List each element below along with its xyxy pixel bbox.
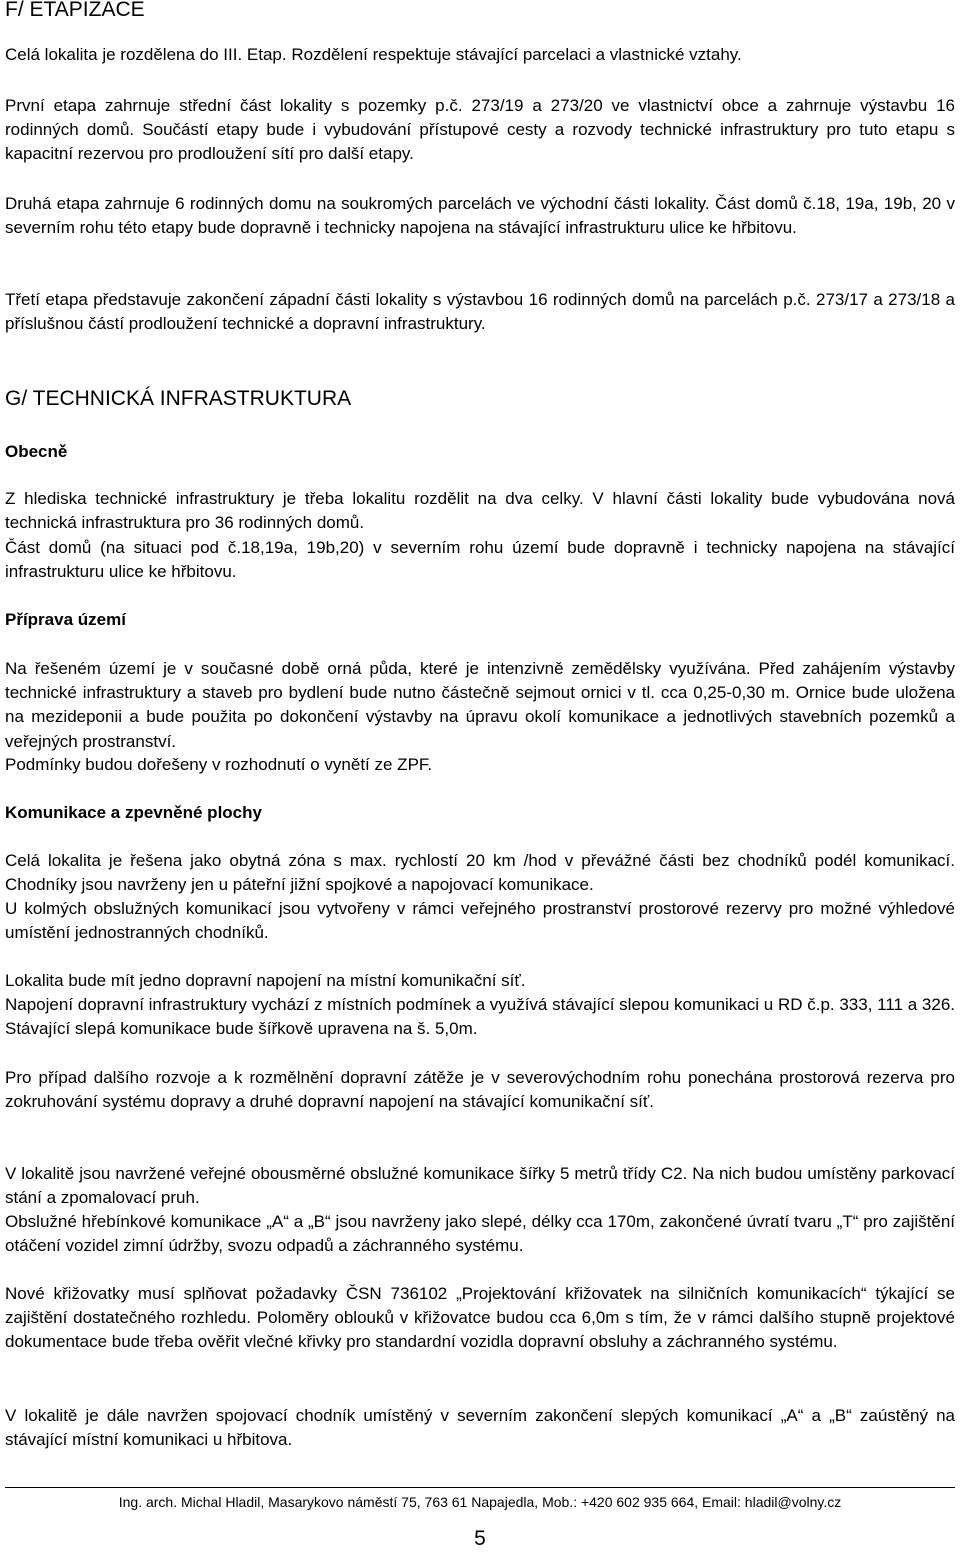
footer-divider	[5, 1487, 955, 1488]
paragraph-roads-6: V lokalitě jsou navržené veřejné obousměrné obslužné komunikace šířky 5 metrů třídy C2. Na nich budou umístěny parkovací stání a zpomalovací pruh.	[5, 1164, 955, 1208]
subheading-roads: Komunikace a zpevněné plochy	[5, 803, 262, 822]
paragraph-roads-8: Nové křižovatky musí splňovat požadavky ČSN 736102 „Projektování křižovatek na silničních komunikacích“ týkající se zajištění dostatečného rozhledu. Poloměry oblouků v křižovatce budou cca 6,0m s tím, že v rámci dalšího stupně projektové dokumentace bude třeba ověřit vlečné křivky pro standardní vozidla dopravní obsluhy a záchranného systému.	[5, 1284, 955, 1352]
section-title-technical-infrastructure: G/ TECHNICKÁ INFRASTRUKTURA	[5, 387, 352, 410]
paragraph-general-2: Část domů (na situaci pod č.18,19a, 19b,20) v severním rohu území bude dopravně i technicky napojena na stávající infrastrukturu ulice ke hřbitovu.	[5, 538, 955, 582]
paragraph-roads-9: V lokalitě je dále navržen spojovací chodník umístěný v severním zakončení slepých komunikací „A“ a „B“ zaústěný na stávající místní komunikaci u hřbitova.	[5, 1406, 955, 1450]
section-title-etapizace: F/ ETAPIZACE	[5, 0, 145, 21]
paragraph-first-stage: První etapa zahrnuje střední část lokality s pozemky p.č. 273/19 a 273/20 ve vlastnictví obce a zahrnuje výstavbu 16 rodinných domů. Součástí etapy bude i vybudování přístupové cesty a rozvody technické infrastruktury pro tuto etapu s kapacitní rezervou pro prodloužení sítí pro další etapy.	[5, 96, 955, 164]
paragraph-site-preparation-1: Na řešeném území je v současné době orná půda, které je intenzivně zemědělsky využívána. Před zahájením výstavby technické infrastruktury a staveb pro bydlení bude nutno částečně sejmout ornici v tl. cca 0,25-0,30 m. Ornice bude uložena na mezideponii a bude použita po dokončení výstavby na úpravu okolí komunikace a jednotlivých stavebních pozemků a veřejných prostranství.	[5, 659, 955, 751]
paragraph-roads-4: Napojení dopravní infrastruktury vychází z místních podmínek a využívá stávající slepou komunikaci u RD č.p. 333, 111 a 326. Stávající slepá komunikace bude šířkově upravena na š. 5,0m.	[5, 995, 955, 1039]
paragraph-roads-7: Obslužné hřebínkové komunikace „A“ a „B“ jsou navrženy jako slepé, délky cca 170m, zakončené úvratí tvaru „T“ pro zajištění otáčení vozidel zimní údržby, svozu odpadů a záchranného systému.	[5, 1212, 955, 1256]
paragraph-site-preparation-2: Podmínky budou dořešeny v rozhodnutí o vynětí ze ZPF.	[5, 755, 433, 774]
paragraph-general-1: Z hlediska technické infrastruktury je třeba lokalitu rozdělit na dva celky. V hlavní části lokality bude vybudována nová technická infrastruktura pro 36 rodinných domů.	[5, 489, 955, 533]
paragraph-third-stage: Třetí etapa představuje zakončení západní části lokality s výstavbou 16 rodinných domů na parcelách p.č. 273/17 a 273/18 a příslušnou částí prodloužení technické a dopravní infrastruktury.	[5, 290, 955, 334]
footer-contact: Ing. arch. Michal Hladil, Masarykovo náměstí 75, 763 61 Napajedla, Mob.: +420 602 935 664, Email: hladil@volny.cz	[118, 1494, 842, 1510]
paragraph-second-stage: Druhá etapa zahrnuje 6 rodinných domu na soukromých parcelách ve východní části lokality. Část domů č.18, 19a, 19b, 20 v severním rohu této etapy bude dopravně i technicky napojena na stávající infrastrukturu ulice ke hřbitovu.	[5, 194, 955, 238]
paragraph-roads-2: U kolmých obslužných komunikací jsou vytvořeny v rámci veřejného prostranství prostorové rezervy pro možné výhledové umístění jednostranných chodníků.	[5, 899, 955, 943]
paragraph-roads-5: Pro případ dalšího rozvoje a k rozmělnění dopravní zátěže je v severovýchodním rohu ponechána prostorová rezerva pro zokruhování systému dopravy a druhé dopravní napojení na stávající komunikační síť.	[5, 1068, 955, 1112]
subheading-general: Obecně	[5, 442, 68, 461]
paragraph-roads-1: Celá lokalita je řešena jako obytná zóna s max. rychlostí 20 km /hod v převážné části bez chodníků podél komunikací. Chodníky jsou navrženy jen u páteřní jižní spojkové a napojovací komunikace.	[5, 851, 955, 895]
page-number: 5	[474, 1527, 486, 1550]
paragraph-roads-3: Lokalita bude mít jedno dopravní napojení na místní komunikační síť.	[5, 971, 526, 990]
subheading-site-preparation: Příprava území	[5, 610, 126, 629]
paragraph-etapizace-intro: Celá lokalita je rozdělena do III. Etap. Rozdělení respektuje stávající parcelaci a vlastnické vztahy.	[5, 45, 742, 64]
